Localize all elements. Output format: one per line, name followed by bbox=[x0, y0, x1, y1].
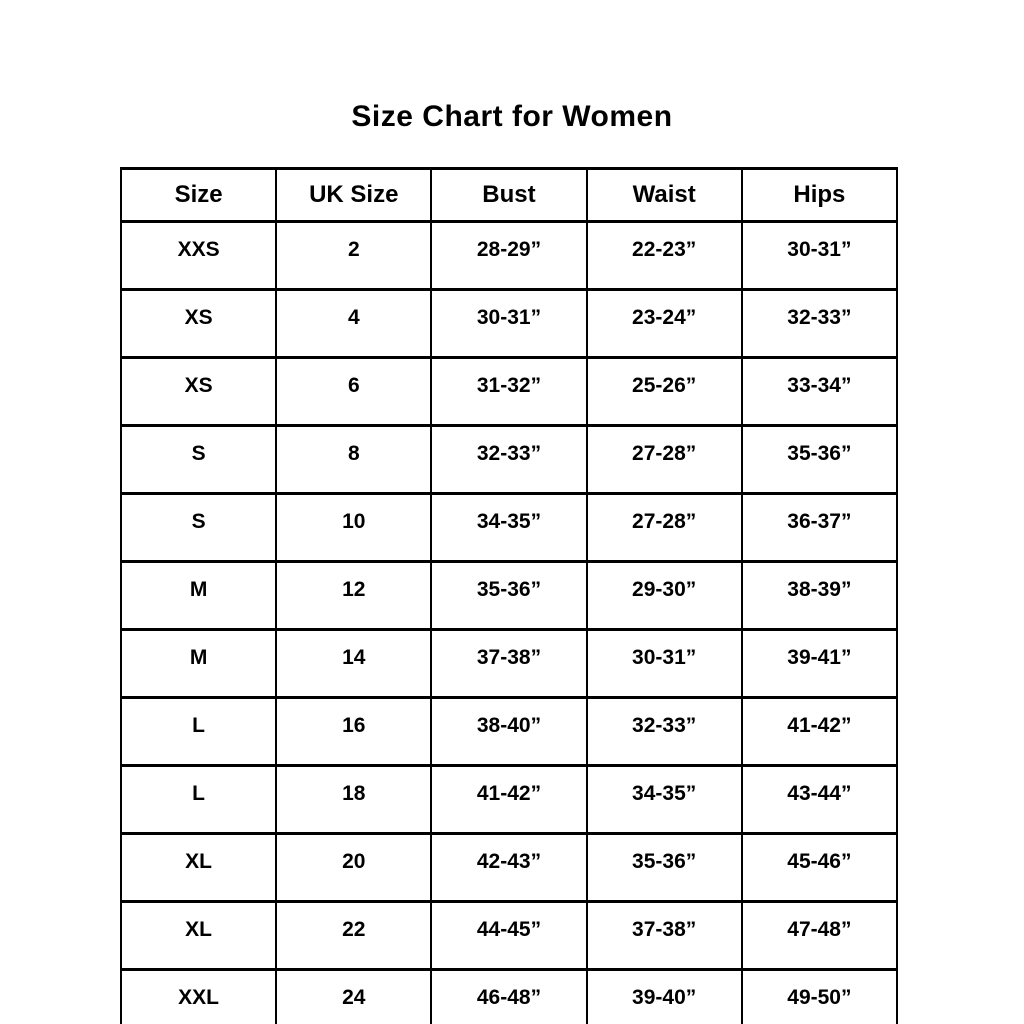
table-cell: 31-32” bbox=[431, 358, 586, 426]
table-cell: XXS bbox=[121, 222, 276, 290]
header-cell-size: Size bbox=[121, 169, 276, 222]
table-cell: 23-24” bbox=[587, 290, 742, 358]
table-cell: 25-26” bbox=[587, 358, 742, 426]
table-cell: 30-31” bbox=[587, 630, 742, 698]
table-cell: 36-37” bbox=[742, 494, 897, 562]
table-row bbox=[121, 222, 897, 290]
table-cell: M bbox=[121, 630, 276, 698]
size-chart-table bbox=[120, 167, 898, 1024]
table-cell: 35-36” bbox=[431, 562, 586, 630]
table-cell: 45-46” bbox=[742, 834, 897, 902]
header-cell-bust: Bust bbox=[431, 169, 586, 222]
table-cell: 22-23” bbox=[587, 222, 742, 290]
table-cell: 39-41” bbox=[742, 630, 897, 698]
table-cell: 10 bbox=[276, 494, 431, 562]
table-cell: 24 bbox=[276, 970, 431, 1024]
table-row bbox=[121, 562, 897, 630]
table-cell: 30-31” bbox=[431, 290, 586, 358]
table-cell: 34-35” bbox=[431, 494, 586, 562]
table-cell: 27-28” bbox=[587, 426, 742, 494]
table-cell: S bbox=[121, 494, 276, 562]
table-cell: 30-31” bbox=[742, 222, 897, 290]
table-cell: 47-48” bbox=[742, 902, 897, 970]
table-cell: 49-50” bbox=[742, 970, 897, 1024]
table-cell: 41-42” bbox=[431, 766, 586, 834]
table-row bbox=[121, 358, 897, 426]
table-cell: L bbox=[121, 766, 276, 834]
table-cell: 32-33” bbox=[742, 290, 897, 358]
table-cell: 22 bbox=[276, 902, 431, 970]
table-cell: XS bbox=[121, 358, 276, 426]
table-cell: XL bbox=[121, 834, 276, 902]
table-cell: 8 bbox=[276, 426, 431, 494]
table-cell: 6 bbox=[276, 358, 431, 426]
table-cell: 29-30” bbox=[587, 562, 742, 630]
table-row bbox=[121, 970, 897, 1024]
table-cell: 35-36” bbox=[587, 834, 742, 902]
table-cell: 38-40” bbox=[431, 698, 586, 766]
table-row bbox=[121, 902, 897, 970]
table-row bbox=[121, 290, 897, 358]
table-row bbox=[121, 766, 897, 834]
table-cell: 14 bbox=[276, 630, 431, 698]
table-row bbox=[121, 426, 897, 494]
table-body bbox=[121, 222, 897, 1024]
header-row bbox=[121, 169, 897, 222]
table-cell: 28-29” bbox=[431, 222, 586, 290]
table-cell: 46-48” bbox=[431, 970, 586, 1024]
table-cell: 39-40” bbox=[587, 970, 742, 1024]
table-cell: 2 bbox=[276, 222, 431, 290]
table-cell: 42-43” bbox=[431, 834, 586, 902]
table-cell: 43-44” bbox=[742, 766, 897, 834]
header-cell-hips: Hips bbox=[742, 169, 897, 222]
table-cell: 41-42” bbox=[742, 698, 897, 766]
table-cell: M bbox=[121, 562, 276, 630]
table-cell: XL bbox=[121, 902, 276, 970]
table-cell: 37-38” bbox=[431, 630, 586, 698]
table-cell: 35-36” bbox=[742, 426, 897, 494]
table-cell: 32-33” bbox=[431, 426, 586, 494]
table-cell: S bbox=[121, 426, 276, 494]
table-row bbox=[121, 630, 897, 698]
table-cell: 16 bbox=[276, 698, 431, 766]
table-cell: 44-45” bbox=[431, 902, 586, 970]
table-cell: 18 bbox=[276, 766, 431, 834]
table-cell: 27-28” bbox=[587, 494, 742, 562]
table-cell: 34-35” bbox=[587, 766, 742, 834]
header-cell-waist: Waist bbox=[587, 169, 742, 222]
table-cell: 38-39” bbox=[742, 562, 897, 630]
table-cell: XXL bbox=[121, 970, 276, 1024]
table-cell: L bbox=[121, 698, 276, 766]
table-cell: 20 bbox=[276, 834, 431, 902]
table-row bbox=[121, 834, 897, 902]
table-cell: 37-38” bbox=[587, 902, 742, 970]
table-cell: XS bbox=[121, 290, 276, 358]
table-cell: 4 bbox=[276, 290, 431, 358]
table-cell: 33-34” bbox=[742, 358, 897, 426]
table-row bbox=[121, 698, 897, 766]
header-cell-uk-size: UK Size bbox=[276, 169, 431, 222]
table-cell: 12 bbox=[276, 562, 431, 630]
table-header bbox=[121, 169, 897, 222]
page-title: Size Chart for Women bbox=[351, 100, 673, 133]
table-row bbox=[121, 494, 897, 562]
table-cell: 32-33” bbox=[587, 698, 742, 766]
